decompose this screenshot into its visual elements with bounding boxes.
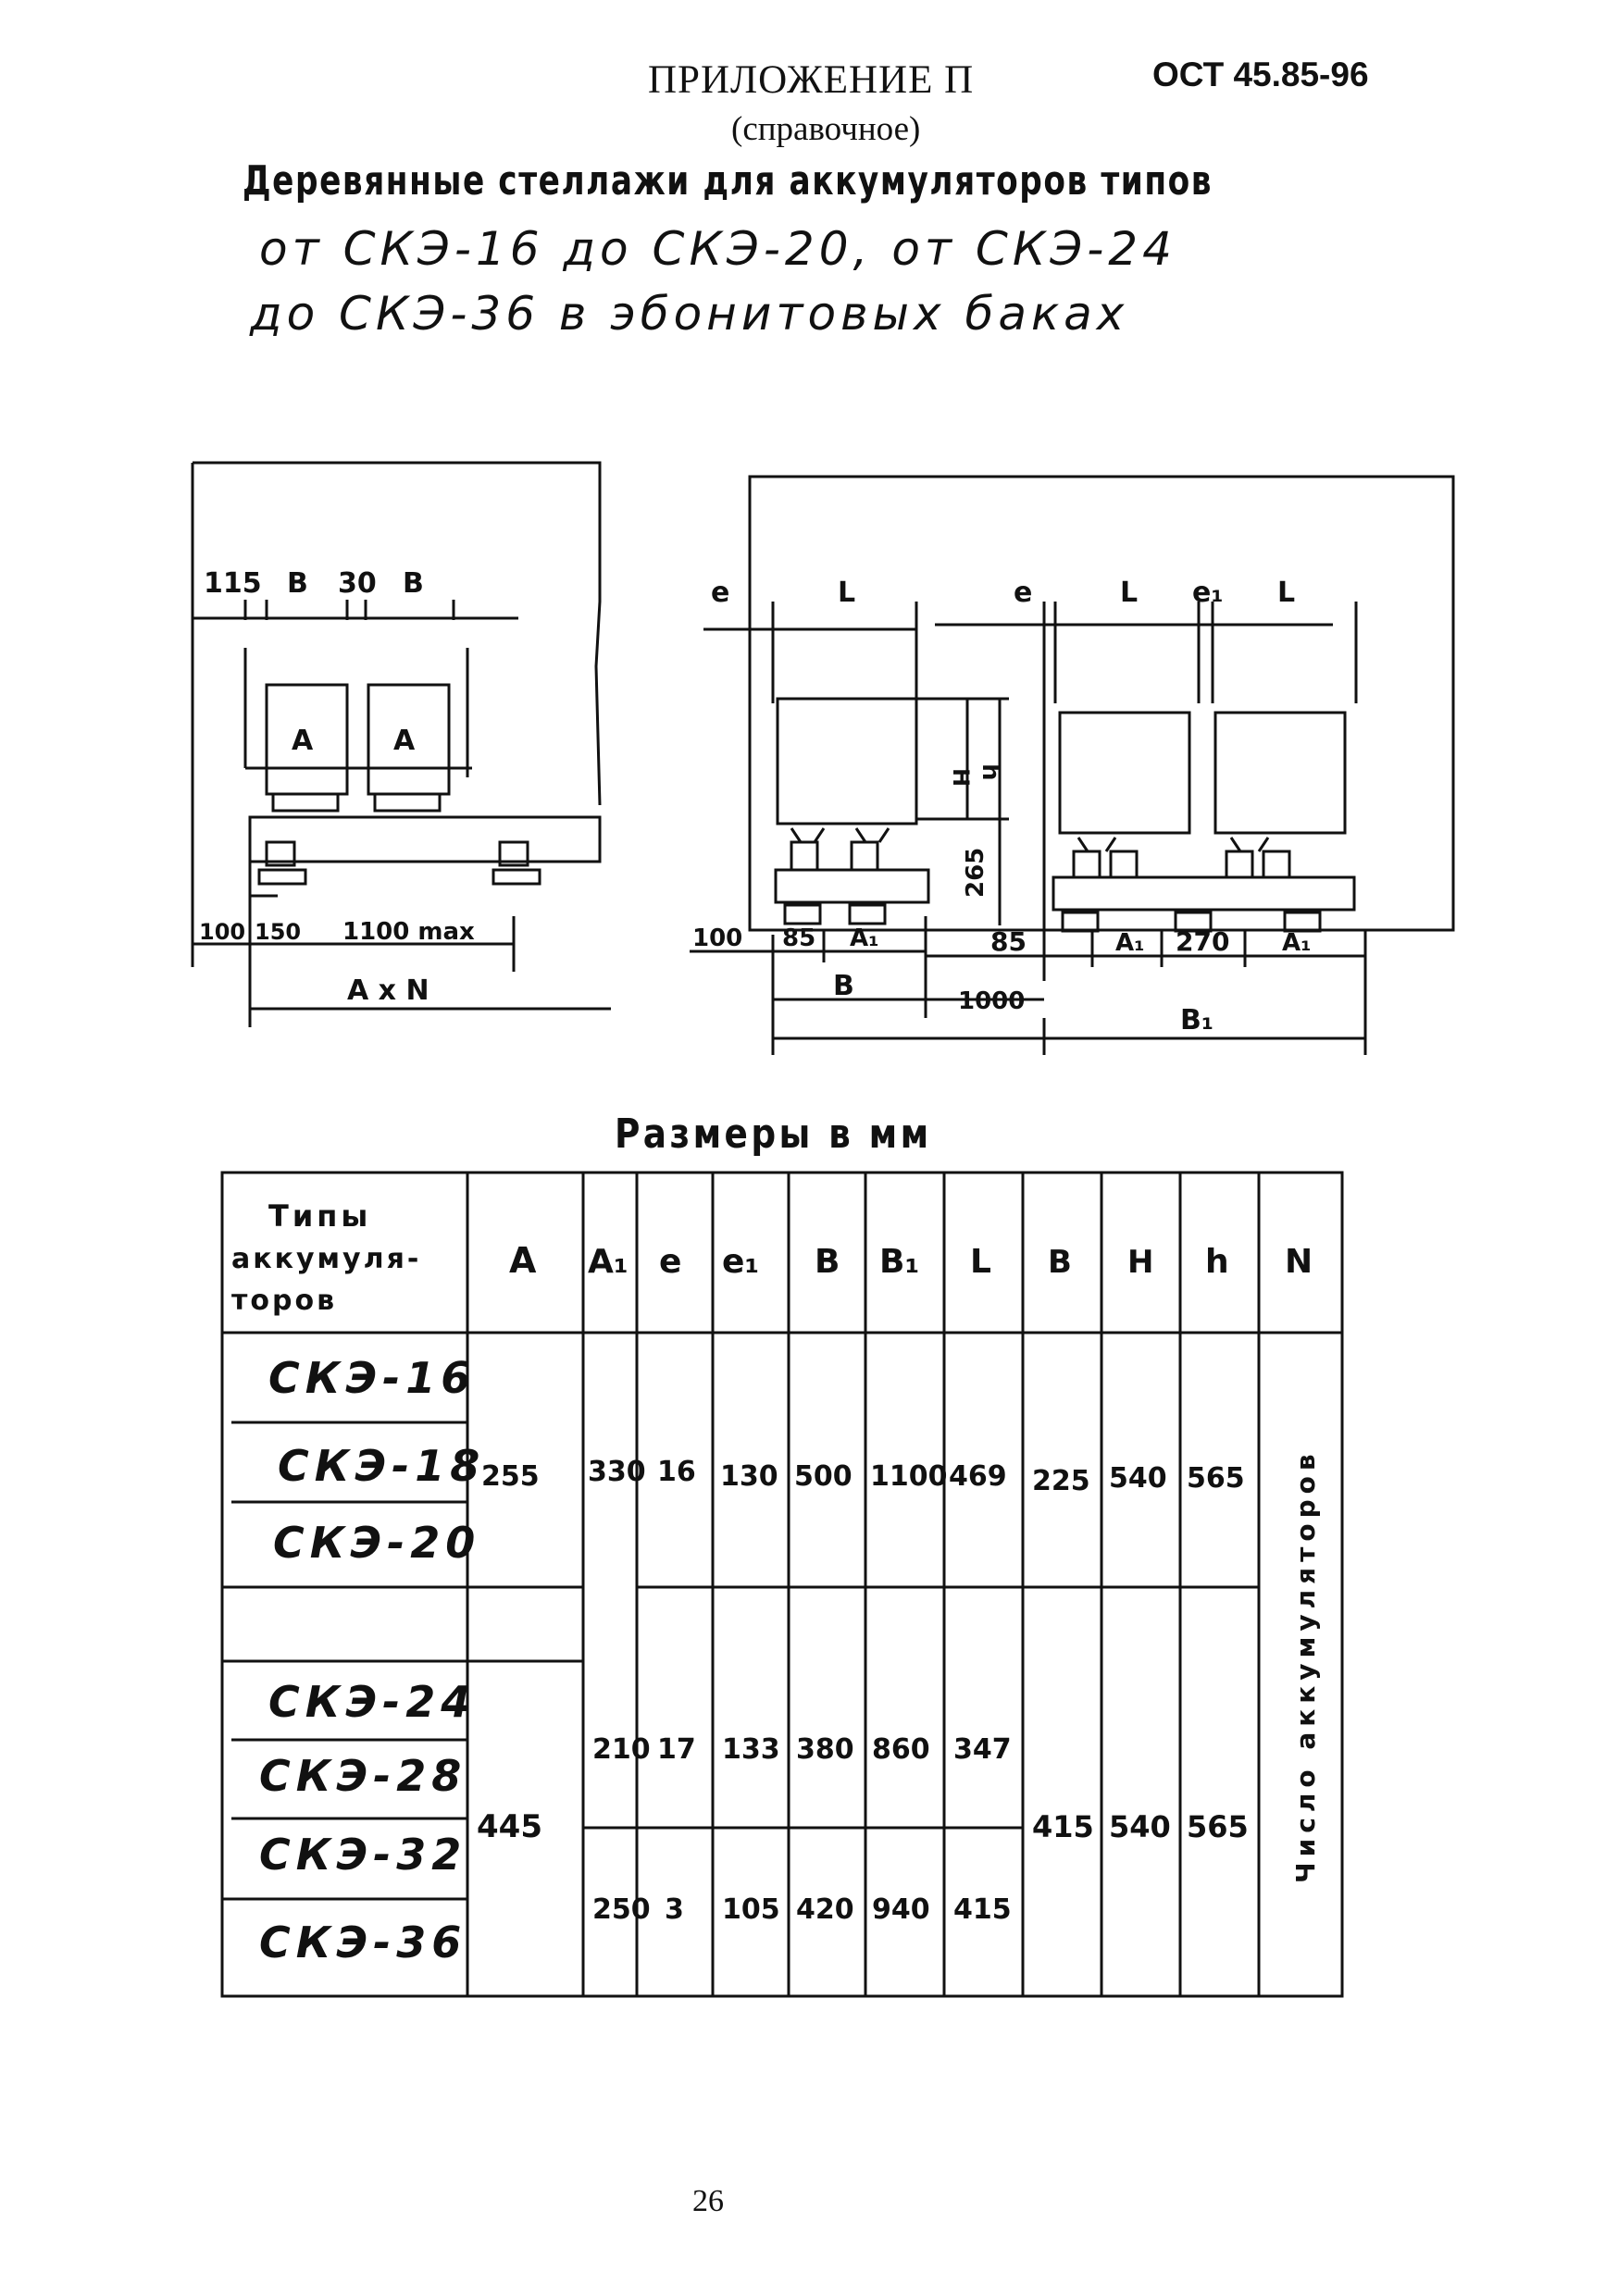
header-b-upper: B <box>815 1243 840 1281</box>
g2b-e1: 105 <box>722 1893 780 1926</box>
appendix-title: ПРИЛОЖЕНИЕ П <box>648 58 975 102</box>
g1-b-lower: 225 <box>1032 1465 1090 1497</box>
type-ske-24: СКЭ-24 <box>268 1677 477 1727</box>
g2a-b1: 860 <box>872 1733 930 1766</box>
header-a1: A₁ <box>588 1243 629 1281</box>
dimensions-table <box>213 1161 1351 2013</box>
dim-b-left: B <box>833 970 854 1002</box>
g2a-e: 17 <box>657 1733 696 1766</box>
header-e: e <box>659 1243 682 1281</box>
dim-e-2: e <box>1014 577 1033 609</box>
type-ske-20: СКЭ-20 <box>273 1518 481 1568</box>
g2-h-upper: 540 <box>1109 1809 1171 1844</box>
label-h-lower: h <box>977 763 1004 781</box>
header-h-lower: h <box>1205 1243 1229 1281</box>
header-e1: e₁ <box>722 1243 760 1281</box>
dim-a1-right-2: A₁ <box>1282 929 1312 957</box>
g2-b-lower: 415 <box>1032 1809 1094 1844</box>
g2a-b: 380 <box>796 1733 854 1766</box>
type-ske-16: СКЭ-16 <box>268 1353 477 1403</box>
header-l: L <box>970 1243 991 1281</box>
dim-l-3: L <box>1277 577 1296 609</box>
header-n: N <box>1285 1243 1313 1281</box>
dim-265: 265 <box>962 847 989 898</box>
g1-b: 500 <box>794 1460 853 1493</box>
dim-100-right: 100 <box>692 925 743 952</box>
rack-drawing-right <box>685 463 1481 1055</box>
header-b1: B₁ <box>879 1243 920 1281</box>
g2b-a1: 250 <box>592 1893 651 1926</box>
g1-a1: 330 <box>588 1456 646 1488</box>
header-a: A <box>509 1240 537 1281</box>
g2b-b1: 940 <box>872 1893 930 1926</box>
type-ske-36: СКЭ-36 <box>259 1917 467 1967</box>
document-code: ОСТ 45.85-96 <box>1152 56 1369 93</box>
header-types-line-1: Типы <box>268 1198 372 1234</box>
dim-b-2: B <box>403 567 424 600</box>
cell-label-a-2: A <box>393 725 416 757</box>
g1-l: 469 <box>949 1460 1007 1493</box>
g2b-l: 415 <box>953 1893 1012 1926</box>
type-ske-32: СКЭ-32 <box>259 1830 467 1880</box>
label-h-upper: H <box>948 768 974 788</box>
header-h-upper: H <box>1127 1244 1154 1281</box>
dim-a1-left: A₁ <box>850 925 879 952</box>
dim-270: 270 <box>1176 926 1230 957</box>
g2a-e1: 133 <box>722 1733 780 1766</box>
heading-line-2: от СКЭ-16 до СКЭ-20, от СКЭ-24 <box>259 222 1176 276</box>
g2a-a1: 210 <box>592 1733 651 1766</box>
g2-a: 445 <box>477 1808 542 1845</box>
dim-100: 100 <box>199 919 246 945</box>
dim-b-1: B <box>287 567 308 600</box>
g2a-l: 347 <box>953 1733 1012 1766</box>
n-column-text: Число аккумуляторов <box>1290 1448 1321 1883</box>
dim-a1-right-1: A₁ <box>1115 929 1145 957</box>
type-ske-18: СКЭ-18 <box>278 1441 486 1491</box>
g1-h-lower: 565 <box>1187 1462 1245 1495</box>
dim-e-1: e <box>711 577 730 609</box>
g1-e1: 130 <box>720 1460 778 1493</box>
dim-1000: 1000 <box>958 987 1026 1015</box>
dim-l-1: L <box>838 577 856 609</box>
g1-b1: 1100 <box>870 1460 948 1493</box>
type-ske-28: СКЭ-28 <box>259 1751 467 1801</box>
dim-30: 30 <box>338 567 377 600</box>
heading-line-1: Деревянные стеллажи для аккумуляторов типов <box>243 157 1214 205</box>
header-types-line-3: торов <box>231 1285 338 1317</box>
header-b-lower: B <box>1048 1244 1072 1281</box>
table-caption: Размеры в мм <box>615 1111 932 1158</box>
g1-a: 255 <box>481 1460 540 1493</box>
rack-drawing-left <box>185 453 620 1027</box>
g2-h-lower: 565 <box>1187 1809 1249 1844</box>
appendix-subtitle: (справочное) <box>731 110 921 148</box>
dim-85-left: 85 <box>782 925 816 952</box>
header-types-line-2: аккумуля- <box>231 1243 422 1275</box>
dim-150: 150 <box>255 919 302 945</box>
heading-line-3: до СКЭ-36 в эбонитовых баках <box>250 287 1129 341</box>
cell-label-a-1: A <box>292 725 314 757</box>
dim-a-x-n: A x N <box>347 974 429 1007</box>
g1-h-upper: 540 <box>1109 1462 1167 1495</box>
g2b-b: 420 <box>796 1893 854 1926</box>
dim-l-2: L <box>1120 577 1139 609</box>
dim-e1: e₁ <box>1192 577 1224 609</box>
dim-115: 115 <box>204 567 262 600</box>
g1-e: 16 <box>657 1456 696 1488</box>
page-number: 26 <box>692 2184 724 2218</box>
dim-85-right: 85 <box>990 926 1027 957</box>
dim-1100-max: 1100 max <box>342 918 475 946</box>
dim-b1: B₁ <box>1180 1004 1214 1036</box>
g2b-e: 3 <box>665 1893 684 1926</box>
